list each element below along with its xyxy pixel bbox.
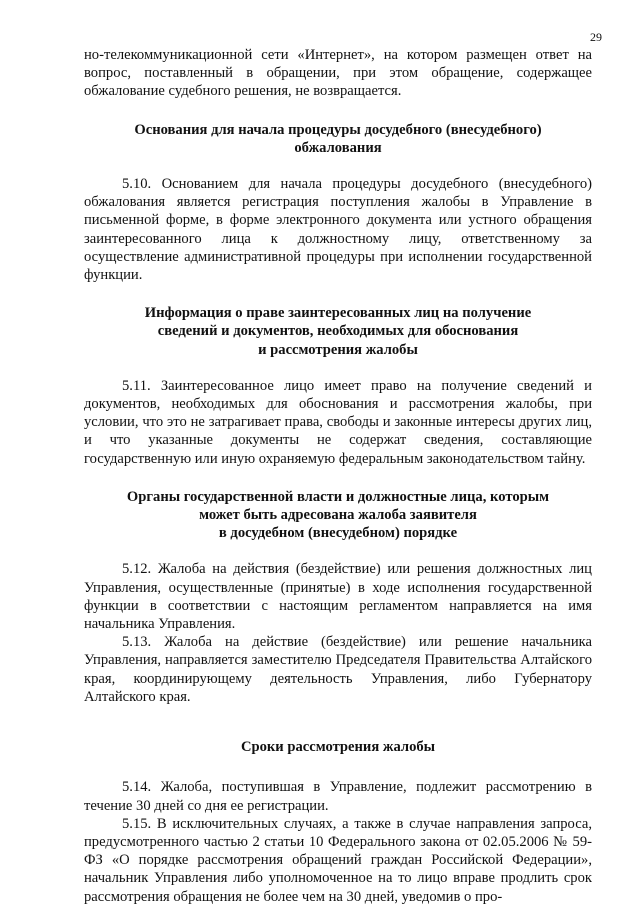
paragraph-5-15: 5.15. В исключительных случаях, а также в случае направления запроса, предусмотренного частью 2 статьи 10 Федерального закона от 02.05.2006 № 59-ФЗ «О порядке рассмотрения обращений граждан Российской Федерации», начальник Управления либо уполномоченное на то лицо вправе продлить срок рассмотрения обращения не более чем на 30 дней, уведомив о про- xyxy=(84,815,592,905)
paragraph-5-14: 5.14. Жалоба, поступившая в Управление, подлежит рассмотрению в течение 30 дней со дня ее регистрации. xyxy=(84,779,592,814)
heading-line: может быть адресована жалоба заявителя xyxy=(199,507,477,524)
heading-line: Органы государственной власти и должностные лица, которым xyxy=(126,488,550,505)
heading-line: обжалования xyxy=(294,139,382,156)
heading-line: Информация о праве заинтересованных лиц на получение xyxy=(144,305,532,322)
section-heading-information-rights xyxy=(84,304,592,359)
heading-line: сведений и документов, необходимых для обоснования xyxy=(157,323,519,340)
paragraph-5-11: 5.11. Заинтересованное лицо имеет право на получение сведений и документов, необходимых для обоснования и рассмотрения жалобы, при условии, что это не затрагивает права, свободы и законные интересы других лиц, и что указанные документы не содержат сведения, составляющие государственную или иную охраняемую федеральным законодательством тайну. xyxy=(84,377,592,467)
heading-line: Основания для начала процедуры досудебного (внесудебного) xyxy=(134,121,542,138)
paragraph-5-13: 5.13. Жалоба на действие (бездействие) или решение начальника Управления, направляется заместителю Председателя Правительства Алтайского края, координирующему деятельность Управления, либо Губернатору Алтайского края. xyxy=(84,634,592,705)
paragraph-5-10: 5.10. Основанием для начала процедуры досудебного (внесудебного) обжалования является регистрация поступления жалобы в Управление в письменной форме, в форме электронного документа или устного обращения заинтересованного лица к должностному лицу, ответственному за осуществление административной процедуры при исполнении государственной функции. xyxy=(84,176,592,284)
heading-line: в досудебном (внесудебном) порядке xyxy=(218,525,458,542)
document-body xyxy=(84,46,592,906)
heading-line: и рассмотрения жалобы xyxy=(258,341,418,358)
section-heading-review-terms xyxy=(84,738,592,756)
section-heading-authorities xyxy=(84,488,592,543)
paragraph-5-12: 5.12. Жалоба на действия (бездействие) или решения должностных лиц Управления, осуществленные (принятые) в ходе исполнения государственной функции в соответствии с настоящим регламентом направляется на имя начальника Управления. xyxy=(84,561,592,633)
heading-line: Сроки рассмотрения жалобы xyxy=(240,739,436,756)
intro-paragraph: но-телекоммуникационной сети «Интернет», на котором размещен ответ на вопрос, поставленный в обращении, при этом обращение, содержащее обжалование судебного решения, не возвращается. xyxy=(84,47,592,100)
section-heading-appeal-grounds xyxy=(84,121,592,157)
page-number: 29 xyxy=(590,30,602,44)
